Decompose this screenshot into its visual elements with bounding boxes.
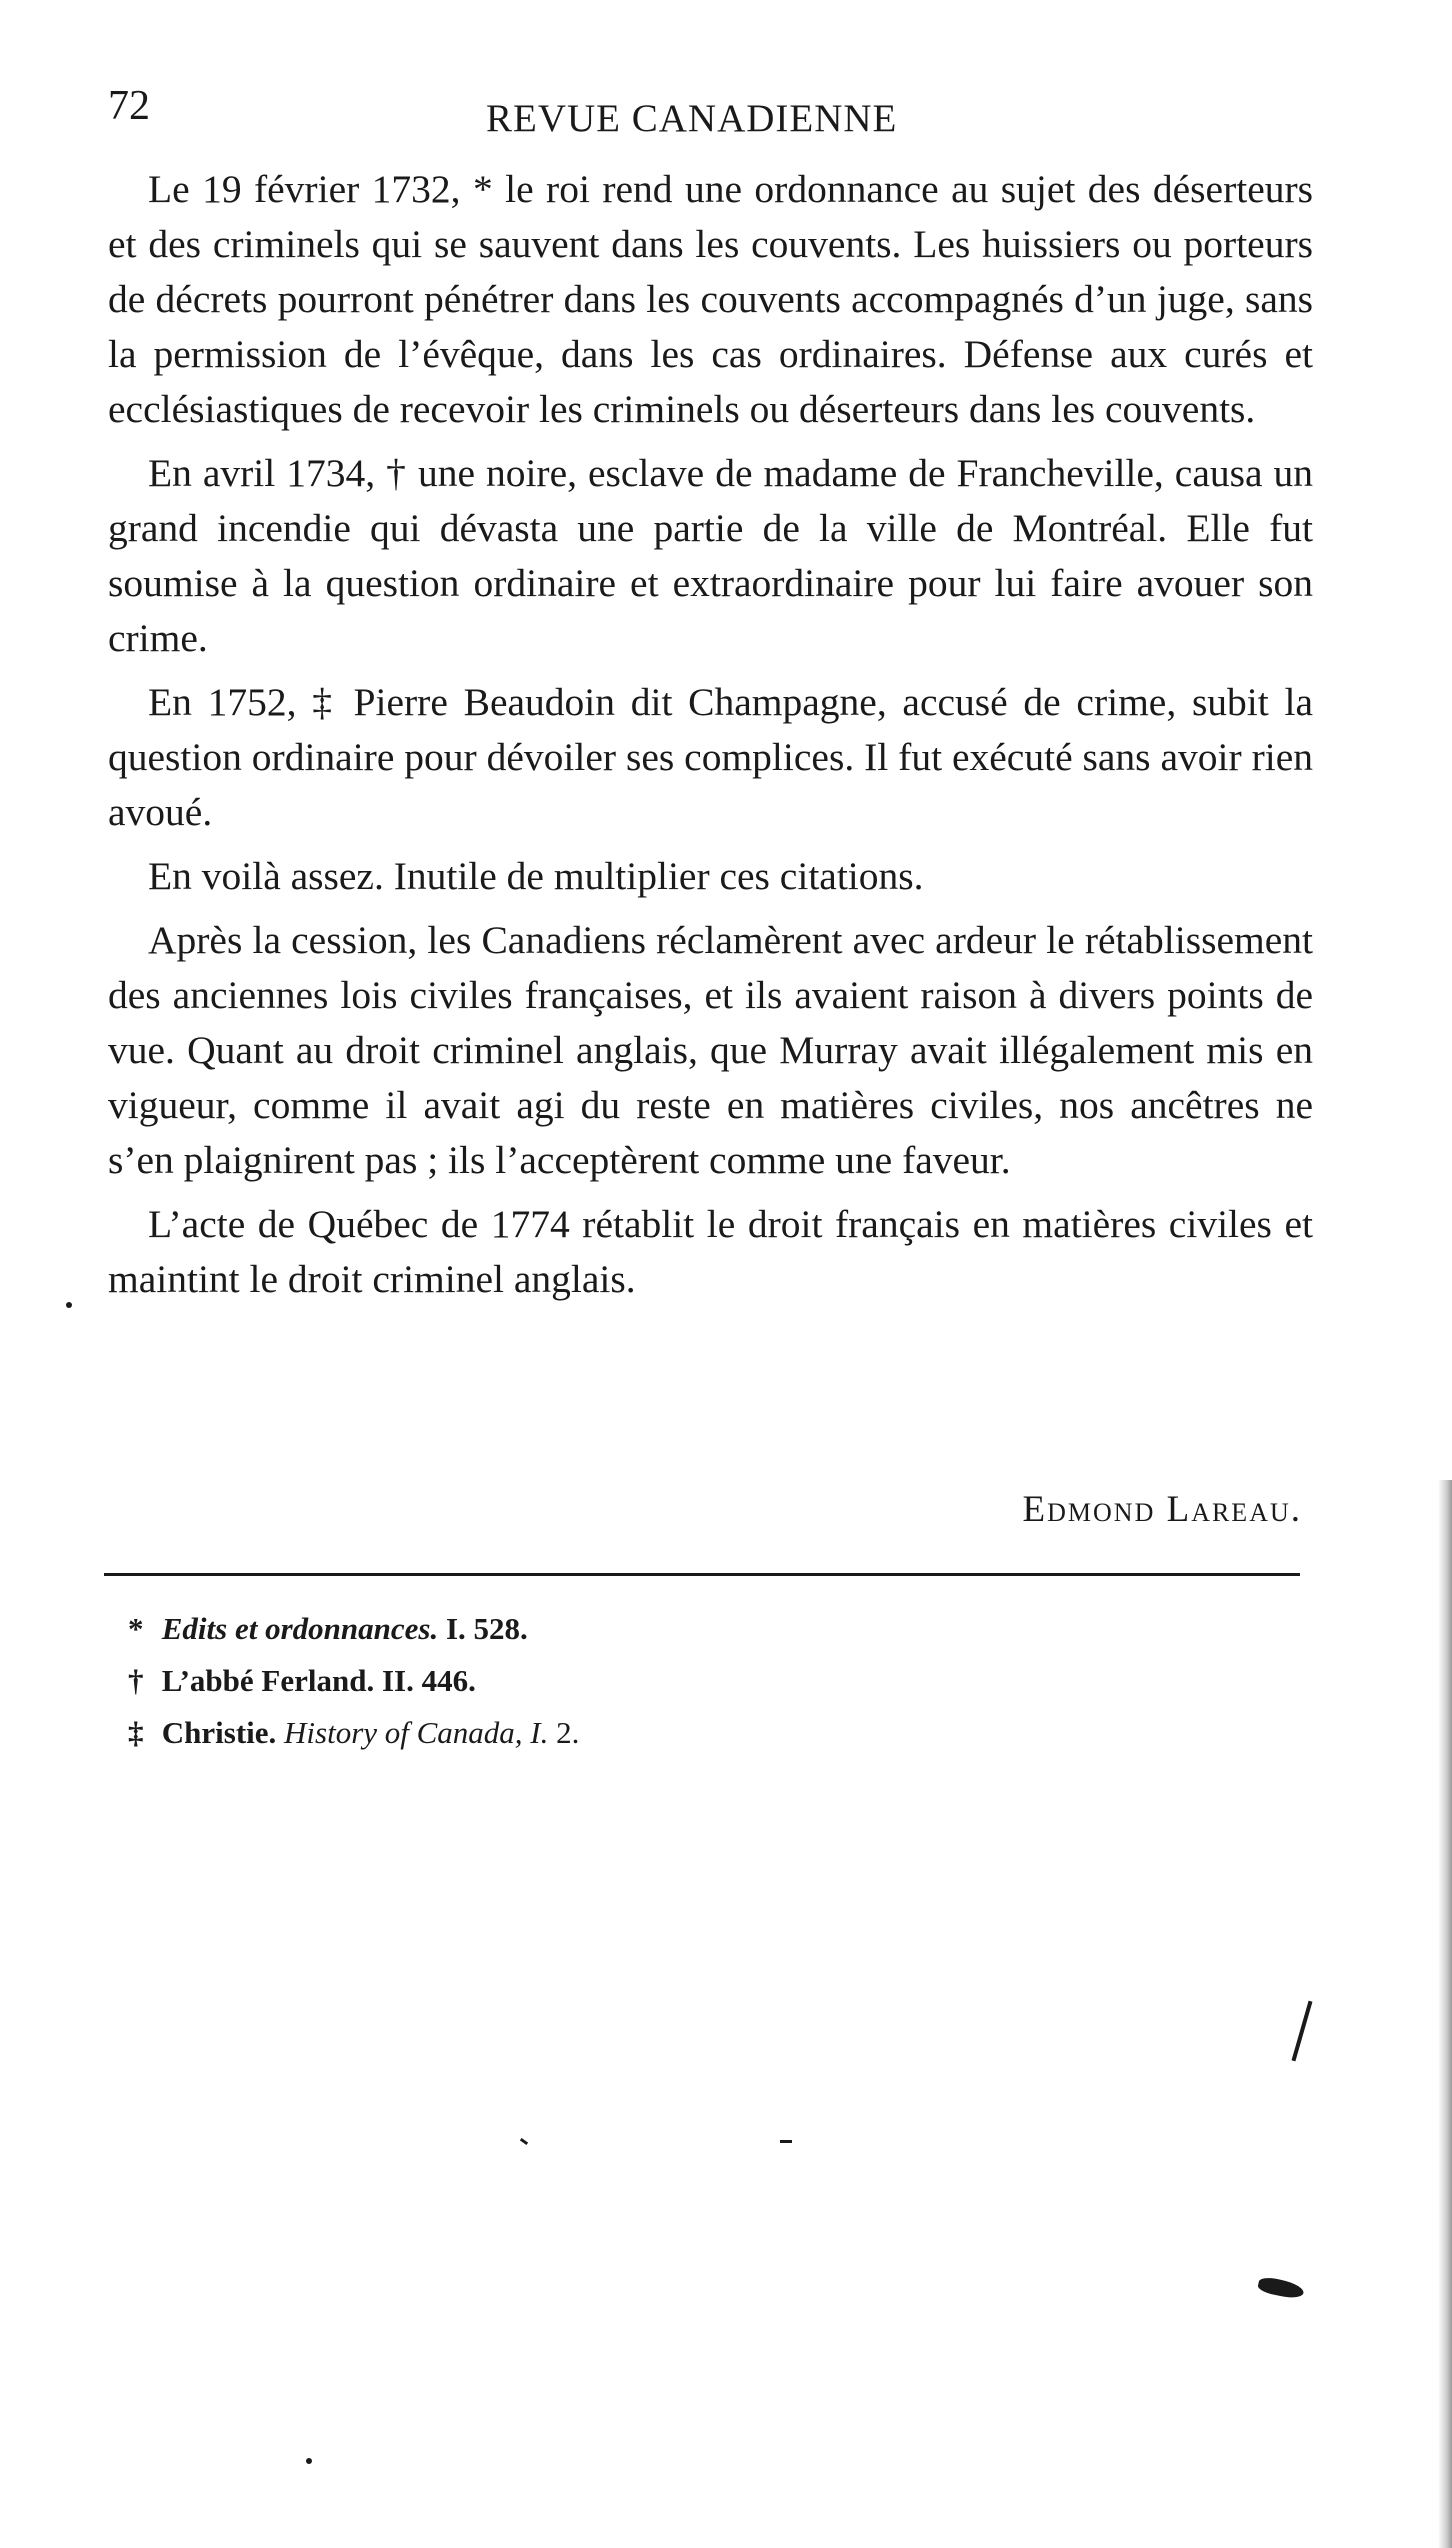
scan-speck bbox=[780, 2140, 792, 2143]
footnote-reference: II. 446. bbox=[381, 1663, 476, 1698]
paragraph-apres-la-cession: Après la cession, les Canadiens réclamèrent avec ardeur le rétablissement des anciennes lois civiles françaises, et ils avaient raison à divers points de vue. Quant au droit criminel anglais, que Murray avait illégalement mis en vigueur, comme il avait agi du reste en matières civiles, nos ancêtres ne s’en plaignirent pas ; ils l’acceptèrent comme une faveur. bbox=[108, 918, 1313, 1182]
body-text bbox=[108, 162, 1313, 1316]
scan-speck bbox=[306, 2458, 312, 2464]
footnote-reference: 2. bbox=[556, 1715, 580, 1750]
footnote-marker: ‡ bbox=[128, 1715, 144, 1750]
footnote-reference: I. 528. bbox=[445, 1611, 528, 1646]
paragraph-en-voila-assez: En voilà assez. Inutile de multiplier ces citations. bbox=[148, 854, 924, 898]
paragraph-beaudoin-1752: En 1752, ‡ Pierre Beaudoin dit Champagne, accusé de crime, subit la question ordinaire pour dévoiler ses complices. Il fut exécuté sans avoir rien avoué. bbox=[108, 680, 1313, 834]
scan-speck bbox=[66, 1302, 72, 1308]
footnote-title: History of Canada, I. bbox=[284, 1715, 549, 1750]
paragraph-ordonnance-1732: Le 19 février 1732, * le roi rend une ordonnance au sujet des déserteurs et des criminels qui se sauvent dans les couvents. Les huissiers ou porteurs de décrets pourront pénétrer dans les couvents accompagnés d’un juge, sans la permission de l’évêque, dans les cas ordinaires. Défense aux curés et ecclésiastiques de recevoir les criminels ou déserteurs dans les couvents. bbox=[108, 167, 1313, 431]
scan-slash-mark bbox=[1292, 2001, 1313, 2062]
page-number: 72 bbox=[108, 83, 150, 129]
scan-blot bbox=[1257, 2275, 1305, 2300]
running-title: REVUE CANADIENNE bbox=[486, 97, 898, 140]
footnote-3 bbox=[128, 1707, 579, 1759]
page-header bbox=[108, 82, 1298, 142]
footnote-title: Edits et ordonnances. bbox=[161, 1611, 439, 1646]
author-signature: Edmond Lareau. bbox=[1022, 1489, 1302, 1530]
footnote-author: Christie. bbox=[161, 1715, 277, 1750]
footnotes bbox=[128, 1603, 579, 1759]
footnote-2 bbox=[128, 1655, 579, 1707]
footnote-marker: † bbox=[128, 1663, 144, 1698]
paragraph-incendie-1734: En avril 1734, † une noire, esclave de madame de Francheville, causa un grand incendie qui dévasta une partie de la ville de Montréal. Elle fut soumise à la question ordinaire et extraordinaire pour lui faire avouer son crime. bbox=[108, 451, 1313, 660]
page-edge-shadow bbox=[1438, 1480, 1452, 2548]
footnote-author: L’abbé Ferland. bbox=[161, 1663, 375, 1698]
footnote-marker: * bbox=[128, 1611, 144, 1646]
footnote-divider bbox=[104, 1573, 1300, 1576]
footnote-1 bbox=[128, 1603, 579, 1655]
scan-speck bbox=[520, 2138, 528, 2145]
paragraph-acte-de-quebec: L’acte de Québec de 1774 rétablit le droit français en matières civiles et maintint le droit criminel anglais. bbox=[108, 1202, 1313, 1301]
